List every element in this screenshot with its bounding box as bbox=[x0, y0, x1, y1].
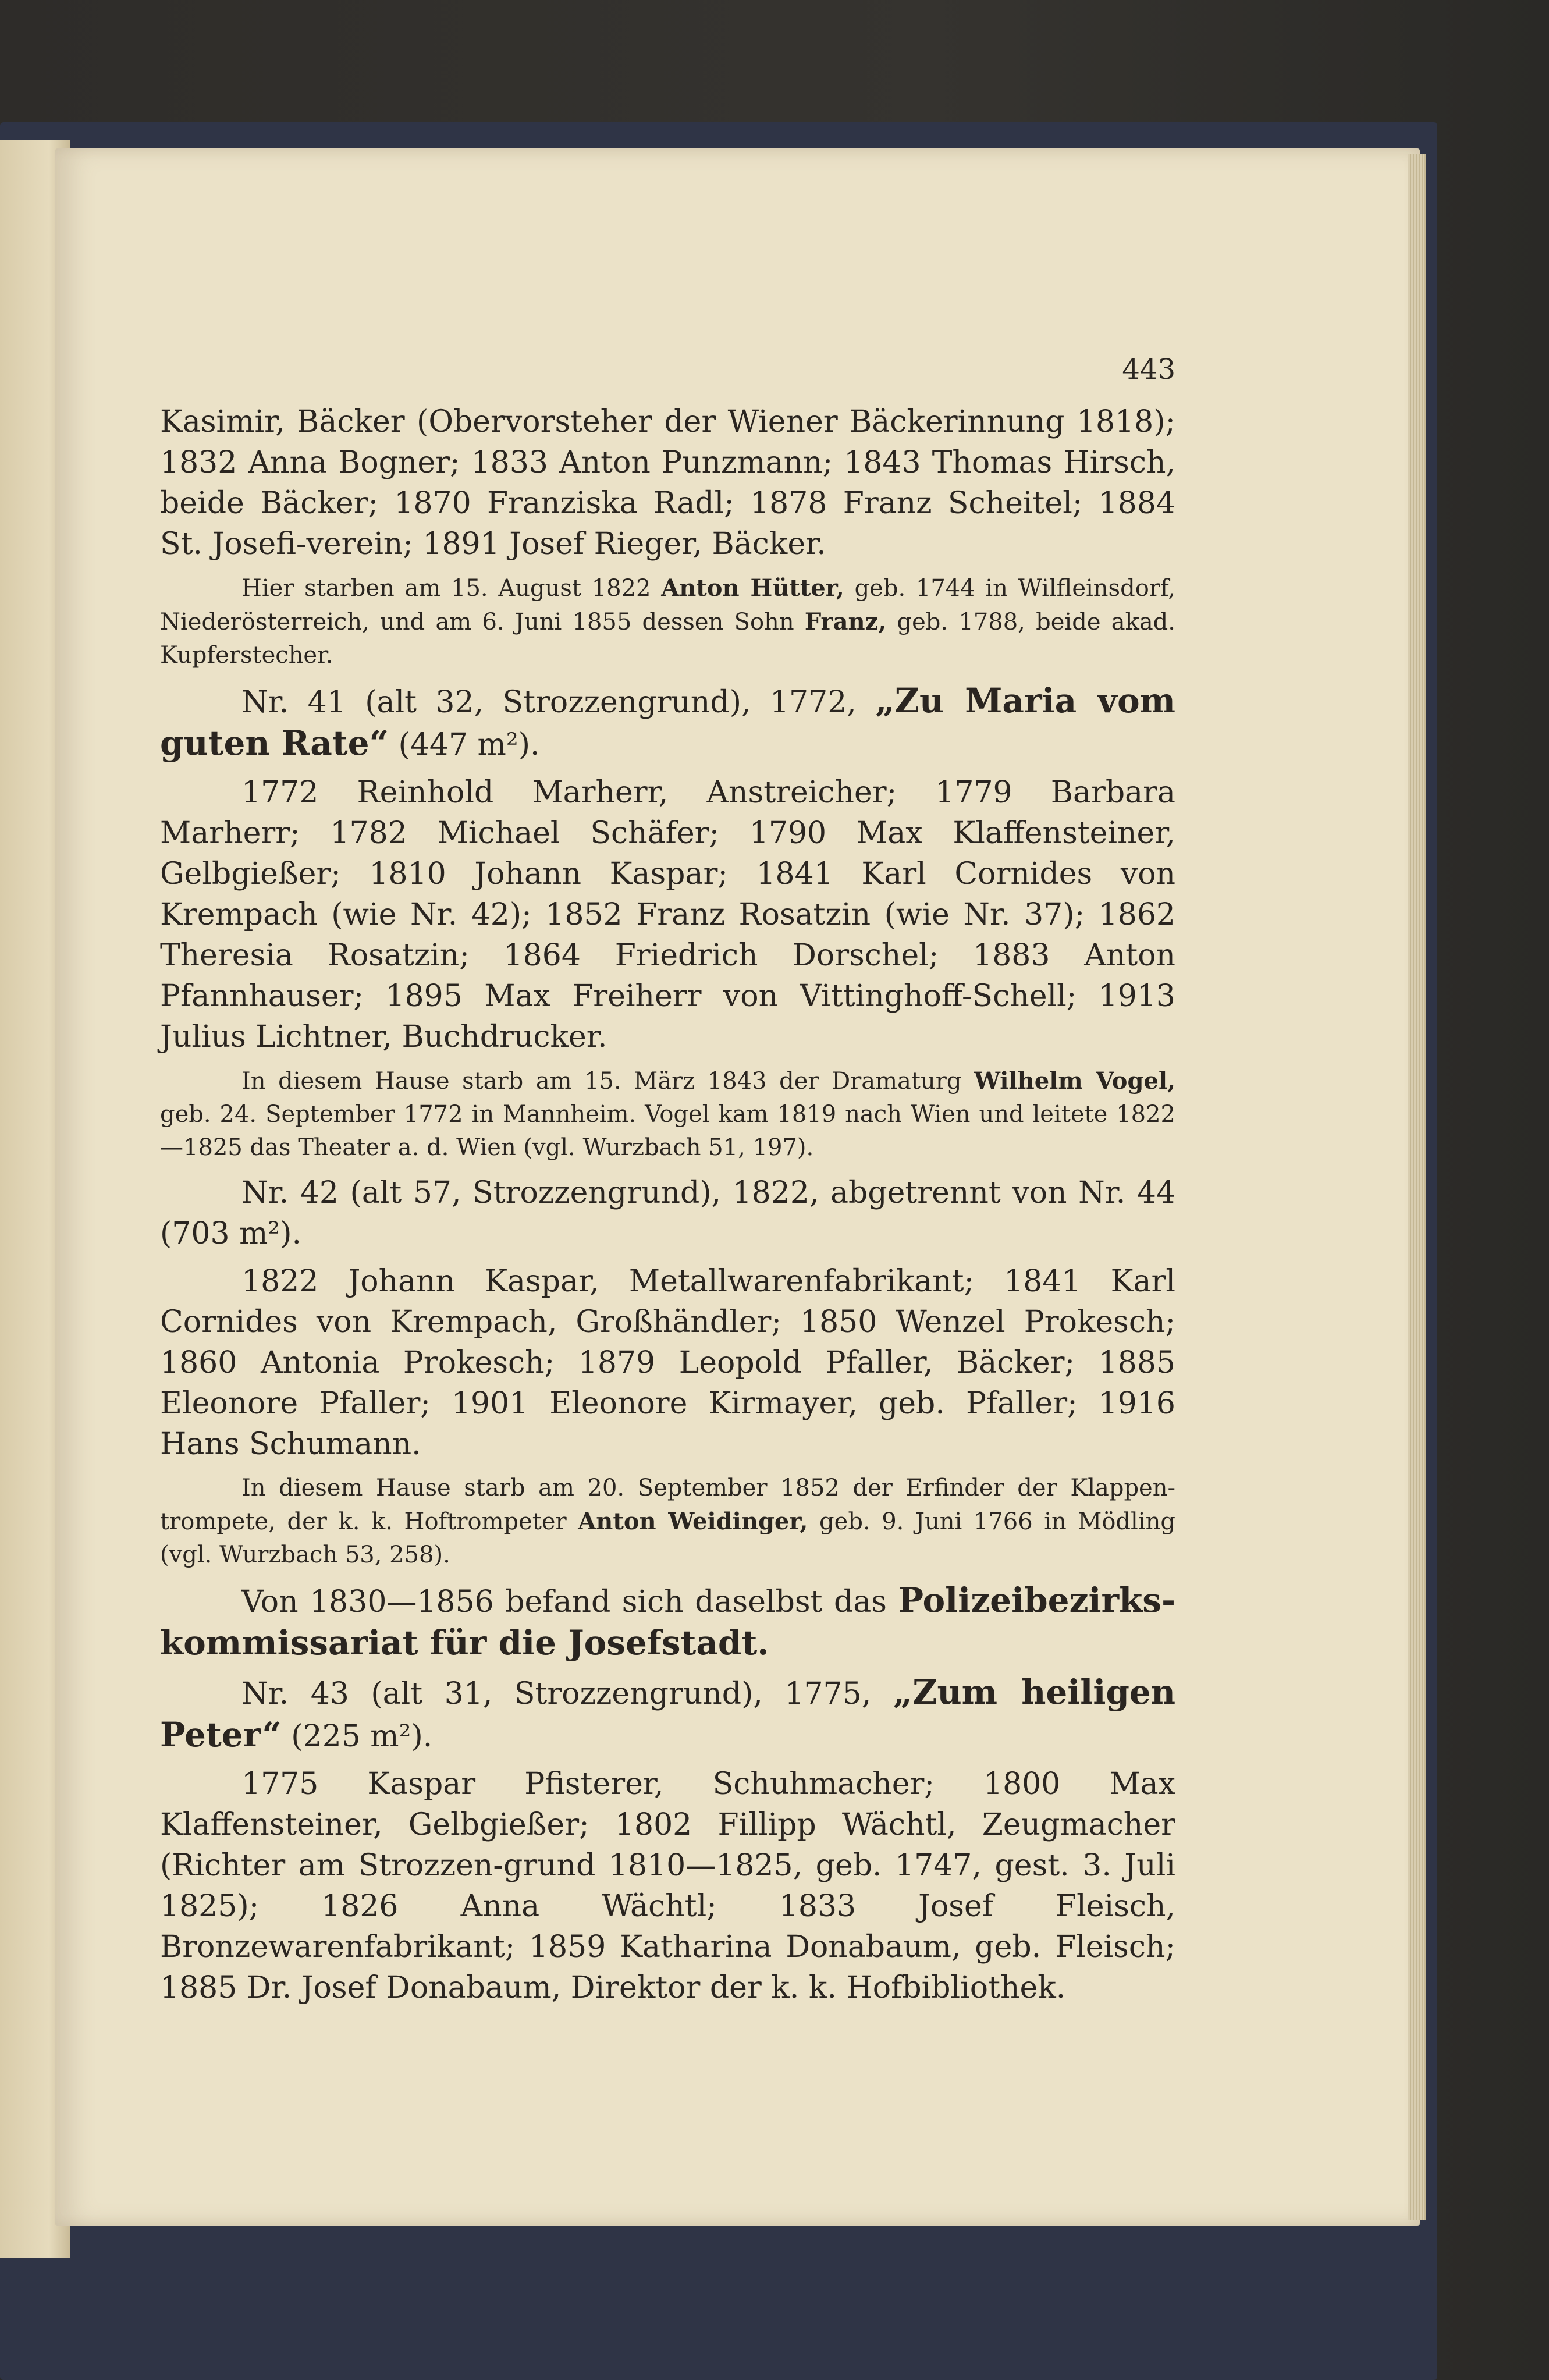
page-stack-edge bbox=[1408, 154, 1426, 2220]
note-deaths-huetter: Hier starben am 15. August 1822 Anton Hütter, geb. 1744 in Wilfleinsdorf, Niederösterreich, und am 6. Juni 1855 dessen Sohn Franz, geb. 1788, beide akad. Kupferstecher. bbox=[160, 574, 1176, 669]
owners-nr-41: 1772 Reinhold Marherr, Anstreicher; 1779 Barbara Marherr; 1782 Michael Schäfer; 1790 Max Klaffensteiner, Gelbgießer; 1810 Johann Kaspar; 1841 Karl Cornides von Krempach (wie Nr. 42); 1852 Franz Rosatzin (wie Nr. 37); 1862 Theresia Rosatzin; 1864 Friedrich Dorschel; 1883 Anton Pfannhauser; 1895 Max Freiherr von Vittinghoff-Schell; 1913 Julius Lichtner, Buchdrucker. bbox=[160, 775, 1175, 1054]
page-text bbox=[160, 349, 1175, 2015]
entry-nr-41: Nr. 41 (alt 32, Strozzengrund), 1772, „Zu Maria vom guten Rate“ (447 m²). bbox=[160, 681, 1176, 763]
entry-nr-42: Nr. 42 (alt 57, Strozzengrund), 1822, abgetrennt von Nr. 44 (703 m²). bbox=[160, 1175, 1175, 1251]
owners-nr-42: 1822 Johann Kaspar, Metallwarenfabrikant; 1841 Karl Cornides von Krempach, Großhändler; 1850 Wenzel Prokesch; 1860 Antonia Prokesch; 1879 Leopold Pfaller, Bäcker; 1885 Eleonore Pfaller; 1901 Eleonore Kirmayer, geb. Pfaller; 1916 Hans Schumann. bbox=[160, 1264, 1175, 1462]
note-polizei: Von 1830—1856 befand sich daselbst das Polizeibezirks-kommissariat für die Josefstadt. bbox=[160, 1580, 1176, 1663]
note-weidinger: In diesem Hause starb am 20. September 1852 der Erfinder der Klappen-trompete, der k. k. Hoftrompeter Anton Weidinger, geb. 9. Juni 1766 in Mödling (vgl. Wurzbach 53, 258). bbox=[160, 1475, 1175, 1568]
paragraph-owners-continued: Kasimir, Bäcker (Obervorsteher der Wiener Bäckerinnung 1818); 1832 Anna Bogner; 1833 Anton Punzmann; 1843 Thomas Hirsch, beide Bäcker; 1870 Franziska Radl; 1878 Franz Scheitel; 1884 St. Josefi-verein; 1891 Josef Rieger, Bäcker. bbox=[160, 404, 1175, 562]
note-vogel: In diesem Hause starb am 15. März 1843 der Dramaturg Wilhelm Vogel, geb. 24. September 1772 in Mannheim. Vogel kam 1819 nach Wien und leitete 1822—1825 das Theater a. d. Wien (vgl. Wurzbach 51, 197). bbox=[160, 1067, 1176, 1161]
entry-nr-43: Nr. 43 (alt 31, Strozzengrund), 1775, „Zum heiligen Peter“ (225 m²). bbox=[160, 1672, 1175, 1754]
owners-nr-43: 1775 Kaspar Pfisterer, Schuhmacher; 1800 Max Klaffensteiner, Gelbgießer; 1802 Fillipp Wächtl, Zeugmacher (Richter am Strozzen-grund 1810—1825, geb. 1747, gest. 3. Juli 1825); 1826 Anna Wächtl; 1833 Josef Fleisch, Bronzewarenfabrikant; 1859 Katharina Donabaum, geb. Fleisch; 1885 Dr. Josef Donabaum, Direktor der k. k. Hofbibliothek. bbox=[160, 1767, 1175, 2005]
page-number: 443 bbox=[1122, 353, 1175, 386]
